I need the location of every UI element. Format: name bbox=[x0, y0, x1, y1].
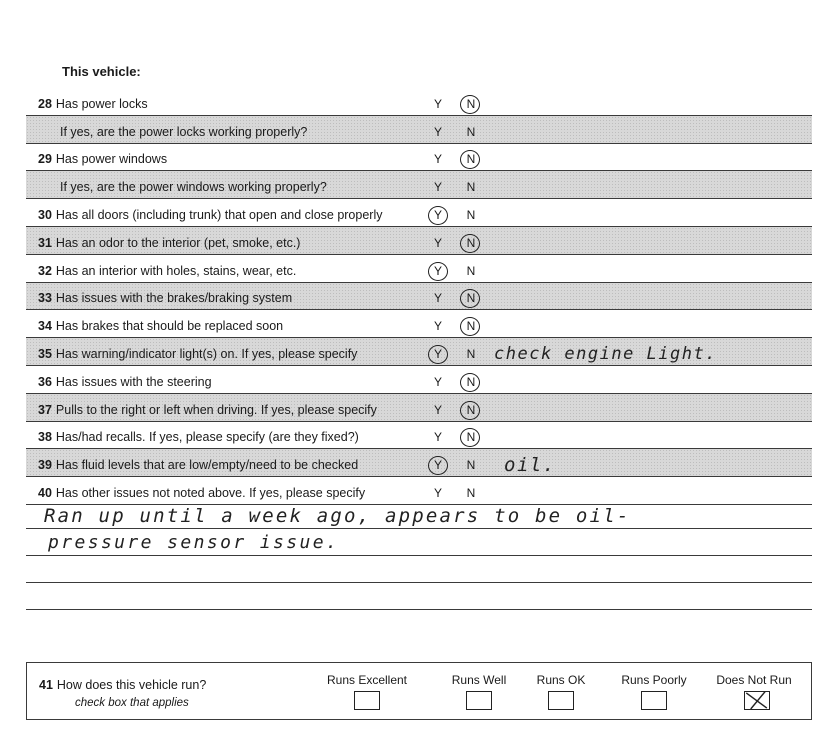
answer-circle-mark bbox=[460, 401, 480, 420]
writing-line bbox=[26, 583, 812, 610]
answer-circle-mark bbox=[428, 456, 448, 475]
answer-circle-mark bbox=[460, 234, 480, 253]
question-number: 34 bbox=[38, 319, 52, 334]
answer-circle-mark bbox=[460, 150, 480, 169]
question-row-34 bbox=[26, 310, 812, 338]
question-number: 28 bbox=[38, 96, 52, 111]
question-number: 36 bbox=[38, 374, 52, 389]
question-text: Has issues with the steering bbox=[55, 374, 212, 389]
no-option[interactable]: N bbox=[466, 402, 476, 417]
question-text: If yes, are the power windows working properly? bbox=[60, 180, 327, 195]
question-number: 35 bbox=[38, 346, 52, 361]
yes-option[interactable]: Y bbox=[433, 485, 442, 500]
no-option[interactable]: N bbox=[466, 458, 476, 473]
question-row-28 bbox=[26, 88, 812, 116]
question-text: How does this vehicle run? bbox=[56, 678, 207, 692]
question-text: Has issues with the brakes/braking system bbox=[55, 291, 293, 306]
specify-lines bbox=[26, 502, 812, 610]
no-option[interactable]: N bbox=[466, 207, 476, 222]
question-number: 37 bbox=[38, 402, 52, 417]
question-number: 39 bbox=[38, 458, 52, 473]
question-text: Has warning/indicator light(s) on. If yes, please specify bbox=[55, 346, 358, 361]
yes-option[interactable]: Y bbox=[433, 124, 442, 139]
form-heading: This vehicle: bbox=[62, 64, 141, 79]
question-text: Has an odor to the interior (pet, smoke, etc.) bbox=[55, 235, 301, 250]
yes-option[interactable]: Y bbox=[433, 152, 442, 167]
checkbox-runs-ok[interactable] bbox=[548, 691, 574, 710]
checkbox-runs-poorly[interactable] bbox=[641, 691, 667, 710]
writing-line bbox=[26, 556, 812, 583]
yes-option[interactable]: Y bbox=[433, 346, 442, 361]
question-text: Has fluid levels that are low/empty/need to be checked bbox=[55, 458, 359, 473]
yes-option[interactable]: Y bbox=[433, 291, 442, 306]
question-text: If yes, are the power locks working properly? bbox=[60, 124, 308, 139]
no-option[interactable]: N bbox=[466, 180, 476, 195]
no-option[interactable]: N bbox=[466, 374, 476, 389]
answer-circle-mark bbox=[460, 289, 480, 308]
checkbox-does-not-run[interactable] bbox=[744, 691, 770, 710]
question-number: 32 bbox=[38, 263, 52, 278]
answer-circle-mark bbox=[428, 262, 448, 281]
question-row-35 bbox=[26, 338, 812, 366]
handwritten-line-1: Ran up until a week ago, appears to be oil- bbox=[44, 505, 631, 527]
no-option[interactable]: N bbox=[466, 124, 476, 139]
question-text: Has other issues not noted above. If yes, please specify bbox=[55, 485, 366, 500]
no-option[interactable]: N bbox=[466, 291, 476, 306]
question-text: Has brakes that should be replaced soon bbox=[55, 319, 284, 334]
yes-option[interactable]: Y bbox=[433, 207, 442, 222]
writing-line bbox=[26, 529, 812, 556]
question-number: 31 bbox=[38, 235, 52, 250]
question-text: Pulls to the right or left when driving. If yes, please specify bbox=[55, 402, 377, 417]
yes-option[interactable]: Y bbox=[433, 374, 442, 389]
no-option[interactable]: N bbox=[466, 430, 476, 445]
answer-circle-mark bbox=[460, 428, 480, 447]
question-row-38 bbox=[26, 422, 812, 450]
option-label-runs-well: Runs Well bbox=[451, 673, 507, 687]
no-option[interactable]: N bbox=[466, 485, 476, 500]
question-row-28-sub bbox=[26, 116, 812, 144]
yes-option[interactable]: Y bbox=[433, 180, 442, 195]
no-option[interactable]: N bbox=[466, 346, 476, 361]
option-label-runs-ok: Runs OK bbox=[536, 673, 586, 687]
question-row-31 bbox=[26, 227, 812, 255]
question-text: Has/had recalls. If yes, please specify (are they fixed?) bbox=[55, 430, 359, 445]
question-number: 38 bbox=[38, 430, 52, 445]
question-row-36 bbox=[26, 366, 812, 394]
option-label-runs-excellent: Runs Excellent bbox=[326, 673, 408, 687]
question-number: 33 bbox=[38, 291, 52, 306]
question-row-29-sub bbox=[26, 171, 812, 199]
answer-circle-mark bbox=[460, 95, 480, 114]
no-option[interactable]: N bbox=[466, 263, 476, 278]
option-label-runs-poorly: Runs Poorly bbox=[621, 673, 687, 687]
question-instruction: check box that applies bbox=[75, 697, 189, 709]
question-number: 29 bbox=[38, 152, 52, 167]
question-text: Has power windows bbox=[55, 152, 168, 167]
yes-option[interactable]: Y bbox=[433, 96, 442, 111]
answer-circle-mark bbox=[460, 317, 480, 336]
yes-option[interactable]: Y bbox=[433, 319, 442, 334]
question-number: 40 bbox=[38, 485, 52, 500]
no-option[interactable]: N bbox=[466, 96, 476, 111]
question-number: 30 bbox=[38, 207, 52, 222]
question-row-32 bbox=[26, 255, 812, 283]
no-option[interactable]: N bbox=[466, 235, 476, 250]
answer-circle-mark bbox=[428, 345, 448, 364]
checkbox-runs-well[interactable] bbox=[466, 691, 492, 710]
yes-option[interactable]: Y bbox=[433, 263, 442, 278]
question-row-39 bbox=[26, 449, 812, 477]
question-row-30 bbox=[26, 199, 812, 227]
handwritten-note-39: oil. bbox=[504, 454, 556, 477]
run-condition-box bbox=[26, 662, 812, 720]
question-row-33 bbox=[26, 283, 812, 311]
question-number: 41 bbox=[39, 678, 53, 692]
yes-option[interactable]: Y bbox=[433, 458, 442, 473]
question-row-40 bbox=[26, 477, 812, 505]
checkbox-runs-excellent[interactable] bbox=[354, 691, 380, 710]
yes-option[interactable]: Y bbox=[433, 235, 442, 250]
handwritten-note-35: check engine Light. bbox=[494, 343, 717, 364]
writing-line bbox=[26, 502, 812, 529]
yes-option[interactable]: Y bbox=[433, 402, 442, 417]
no-option[interactable]: N bbox=[466, 152, 476, 167]
question-text: Has an interior with holes, stains, wear, etc. bbox=[55, 263, 297, 278]
question-list bbox=[26, 88, 812, 505]
question-text: Has all doors (including trunk) that open and close properly bbox=[55, 207, 383, 222]
yes-option[interactable]: Y bbox=[433, 430, 442, 445]
question-row-37 bbox=[26, 394, 812, 422]
answer-circle-mark bbox=[428, 206, 448, 225]
answer-circle-mark bbox=[460, 373, 480, 392]
option-label-does-not-run: Does Not Run bbox=[716, 673, 792, 687]
question-text: Has power locks bbox=[55, 96, 148, 111]
no-option[interactable]: N bbox=[466, 319, 476, 334]
handwritten-line-2: pressure sensor issue. bbox=[48, 532, 340, 553]
question-row-29 bbox=[26, 144, 812, 172]
x-mark-icon bbox=[745, 692, 769, 709]
